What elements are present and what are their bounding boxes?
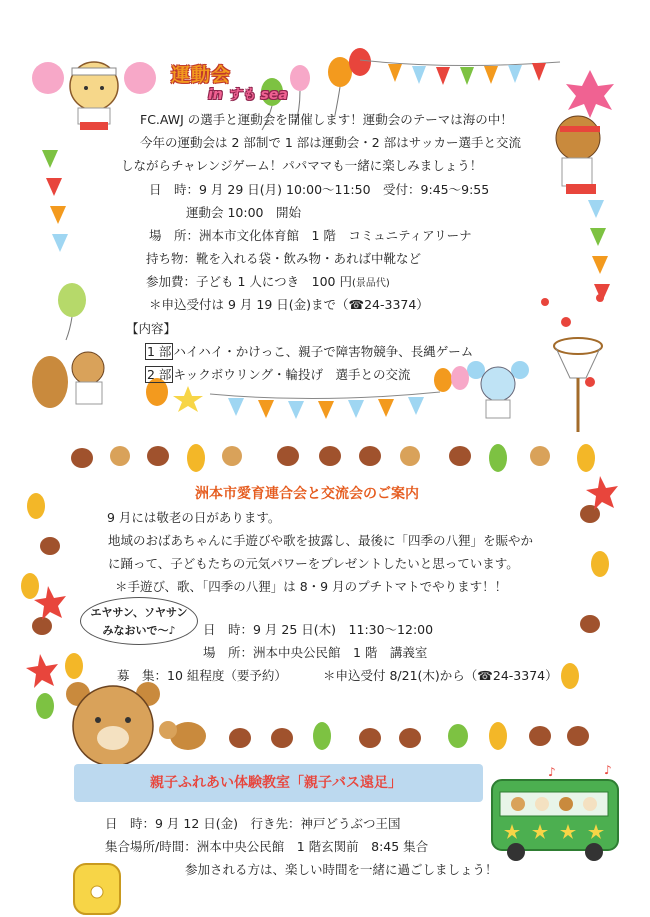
cheerleader-cat-illustration xyxy=(32,62,156,130)
part2-text: キックボウリング・輪投げ 選手との交流 xyxy=(173,367,411,382)
intro-line-2: 今年の運動会は 2 部制で 1 部は運動会・2 部はサッカー選手と交流 xyxy=(140,135,521,150)
bear-illustration xyxy=(66,682,160,766)
running-bear-illustration xyxy=(556,116,600,194)
exchange-line-2: 地域のおばあちゃんに手遊びや歌を披露し、最後に「四季の八狸」を賑やか xyxy=(108,533,534,548)
music-note-icon: ♪ xyxy=(604,763,612,777)
bubble-line-2: みなおいで～♪ xyxy=(102,624,176,637)
speech-bubble xyxy=(80,597,198,645)
star-icon xyxy=(173,386,203,412)
sports-day-subtitle: in すも sea xyxy=(208,87,288,103)
bus-illustration xyxy=(492,780,618,861)
exchange-line-1: 9 月には敬老の日があります。 xyxy=(107,510,281,525)
date-line: 日 時：9 月 29 日(月) 10:00～11:50 受付：9:45～9:55 xyxy=(149,182,490,197)
fee-text: 参加費：子ども 1 人につき 100 円 xyxy=(146,274,352,289)
music-note-icon: ♪ xyxy=(548,765,556,779)
intro-line-3: しながらチャレンジゲーム！パパママも一緒に楽しみましょう！ xyxy=(121,158,483,173)
items-line: 持ち物：靴を入れる袋・飲み物・あれば中靴など xyxy=(146,251,422,266)
bus-meet-line: 集合場所/時間：洲本中央公民館 1 階玄関前 8:45 集合 xyxy=(105,839,429,854)
exchange-place-line: 場 所：洲本中央公民館 1 階 講義室 xyxy=(203,645,428,660)
squirrel-illustration xyxy=(32,352,104,408)
content-heading: 【内容】 xyxy=(126,321,177,336)
part1-text: ハイハイ・かけっこ、親子で障害物競争、長縄ゲーム xyxy=(173,344,474,359)
bunting-top-illustration xyxy=(360,60,560,85)
apply-line: ＊申込受付は 9 月 19 日(金)まで（☎24-3374） xyxy=(149,297,429,312)
balloon-icon xyxy=(58,283,86,317)
fee-line xyxy=(146,272,390,294)
balloon-icon xyxy=(451,366,469,390)
part2-tag: 2 部 xyxy=(147,367,172,382)
exchange-recruit-line: 募 集：10 組程度（要予約） xyxy=(117,668,287,683)
balloon-icon xyxy=(434,368,452,392)
exchange-date-line: 日 時：9 月 25 日(木) 11:30～12:00 xyxy=(203,622,434,637)
part1-line xyxy=(145,342,473,362)
date-line-2: 運動会 10:00 開始 xyxy=(186,205,301,220)
bubble-line-1: エヤサン、ソヤサン xyxy=(90,606,188,619)
chipmunk-illustration xyxy=(159,721,206,750)
bus-trip-title: 親子ふれあい体験教室「親子バス遠足」 xyxy=(150,775,402,791)
exchange-line-3: に踊って、子どもたちの元気パワーをプレゼントしたいと思っています。 xyxy=(108,556,519,571)
bunting-bottom-illustration xyxy=(210,392,440,419)
mouse-illustration xyxy=(467,361,529,418)
maple-leaf-icon xyxy=(566,70,614,118)
bus-decorations xyxy=(0,760,650,917)
ball-basket-illustration xyxy=(541,294,604,432)
part1-tag: 1 部 xyxy=(147,344,172,359)
exchange-line-4: ＊手遊び、歌、「四季の八狸」は 8・9 月のプチトマトでやります！！ xyxy=(115,579,508,594)
part2-line xyxy=(145,365,410,385)
intro-line-1: FC.AWJ の選手と運動会を開催します！運動会のテーマは海の中！ xyxy=(140,112,513,127)
place-line: 場 所：洲本市文化体育館 1 階 コミュニティアリーナ xyxy=(149,228,472,243)
bunting-left-illustration xyxy=(42,150,68,252)
bunting-right-illustration xyxy=(588,200,610,302)
sports-day-title: 運動会 xyxy=(171,64,232,86)
bus-date-line: 日 時：9 月 12 日(金) 行き先：神戸どうぶつ王国 xyxy=(105,816,401,831)
fee-note: (景品代) xyxy=(351,278,390,289)
backpack-illustration xyxy=(74,864,120,914)
exchange-apply-line: ＊申込受付 8/21(木)から（☎24-3374） xyxy=(323,668,558,683)
bus-closing-line: 参加される方は、楽しい時間を一緒に過ごしましょう！ xyxy=(185,862,498,877)
exchange-title: 洲本市愛育連合会と交流会のご案内 xyxy=(195,486,419,502)
